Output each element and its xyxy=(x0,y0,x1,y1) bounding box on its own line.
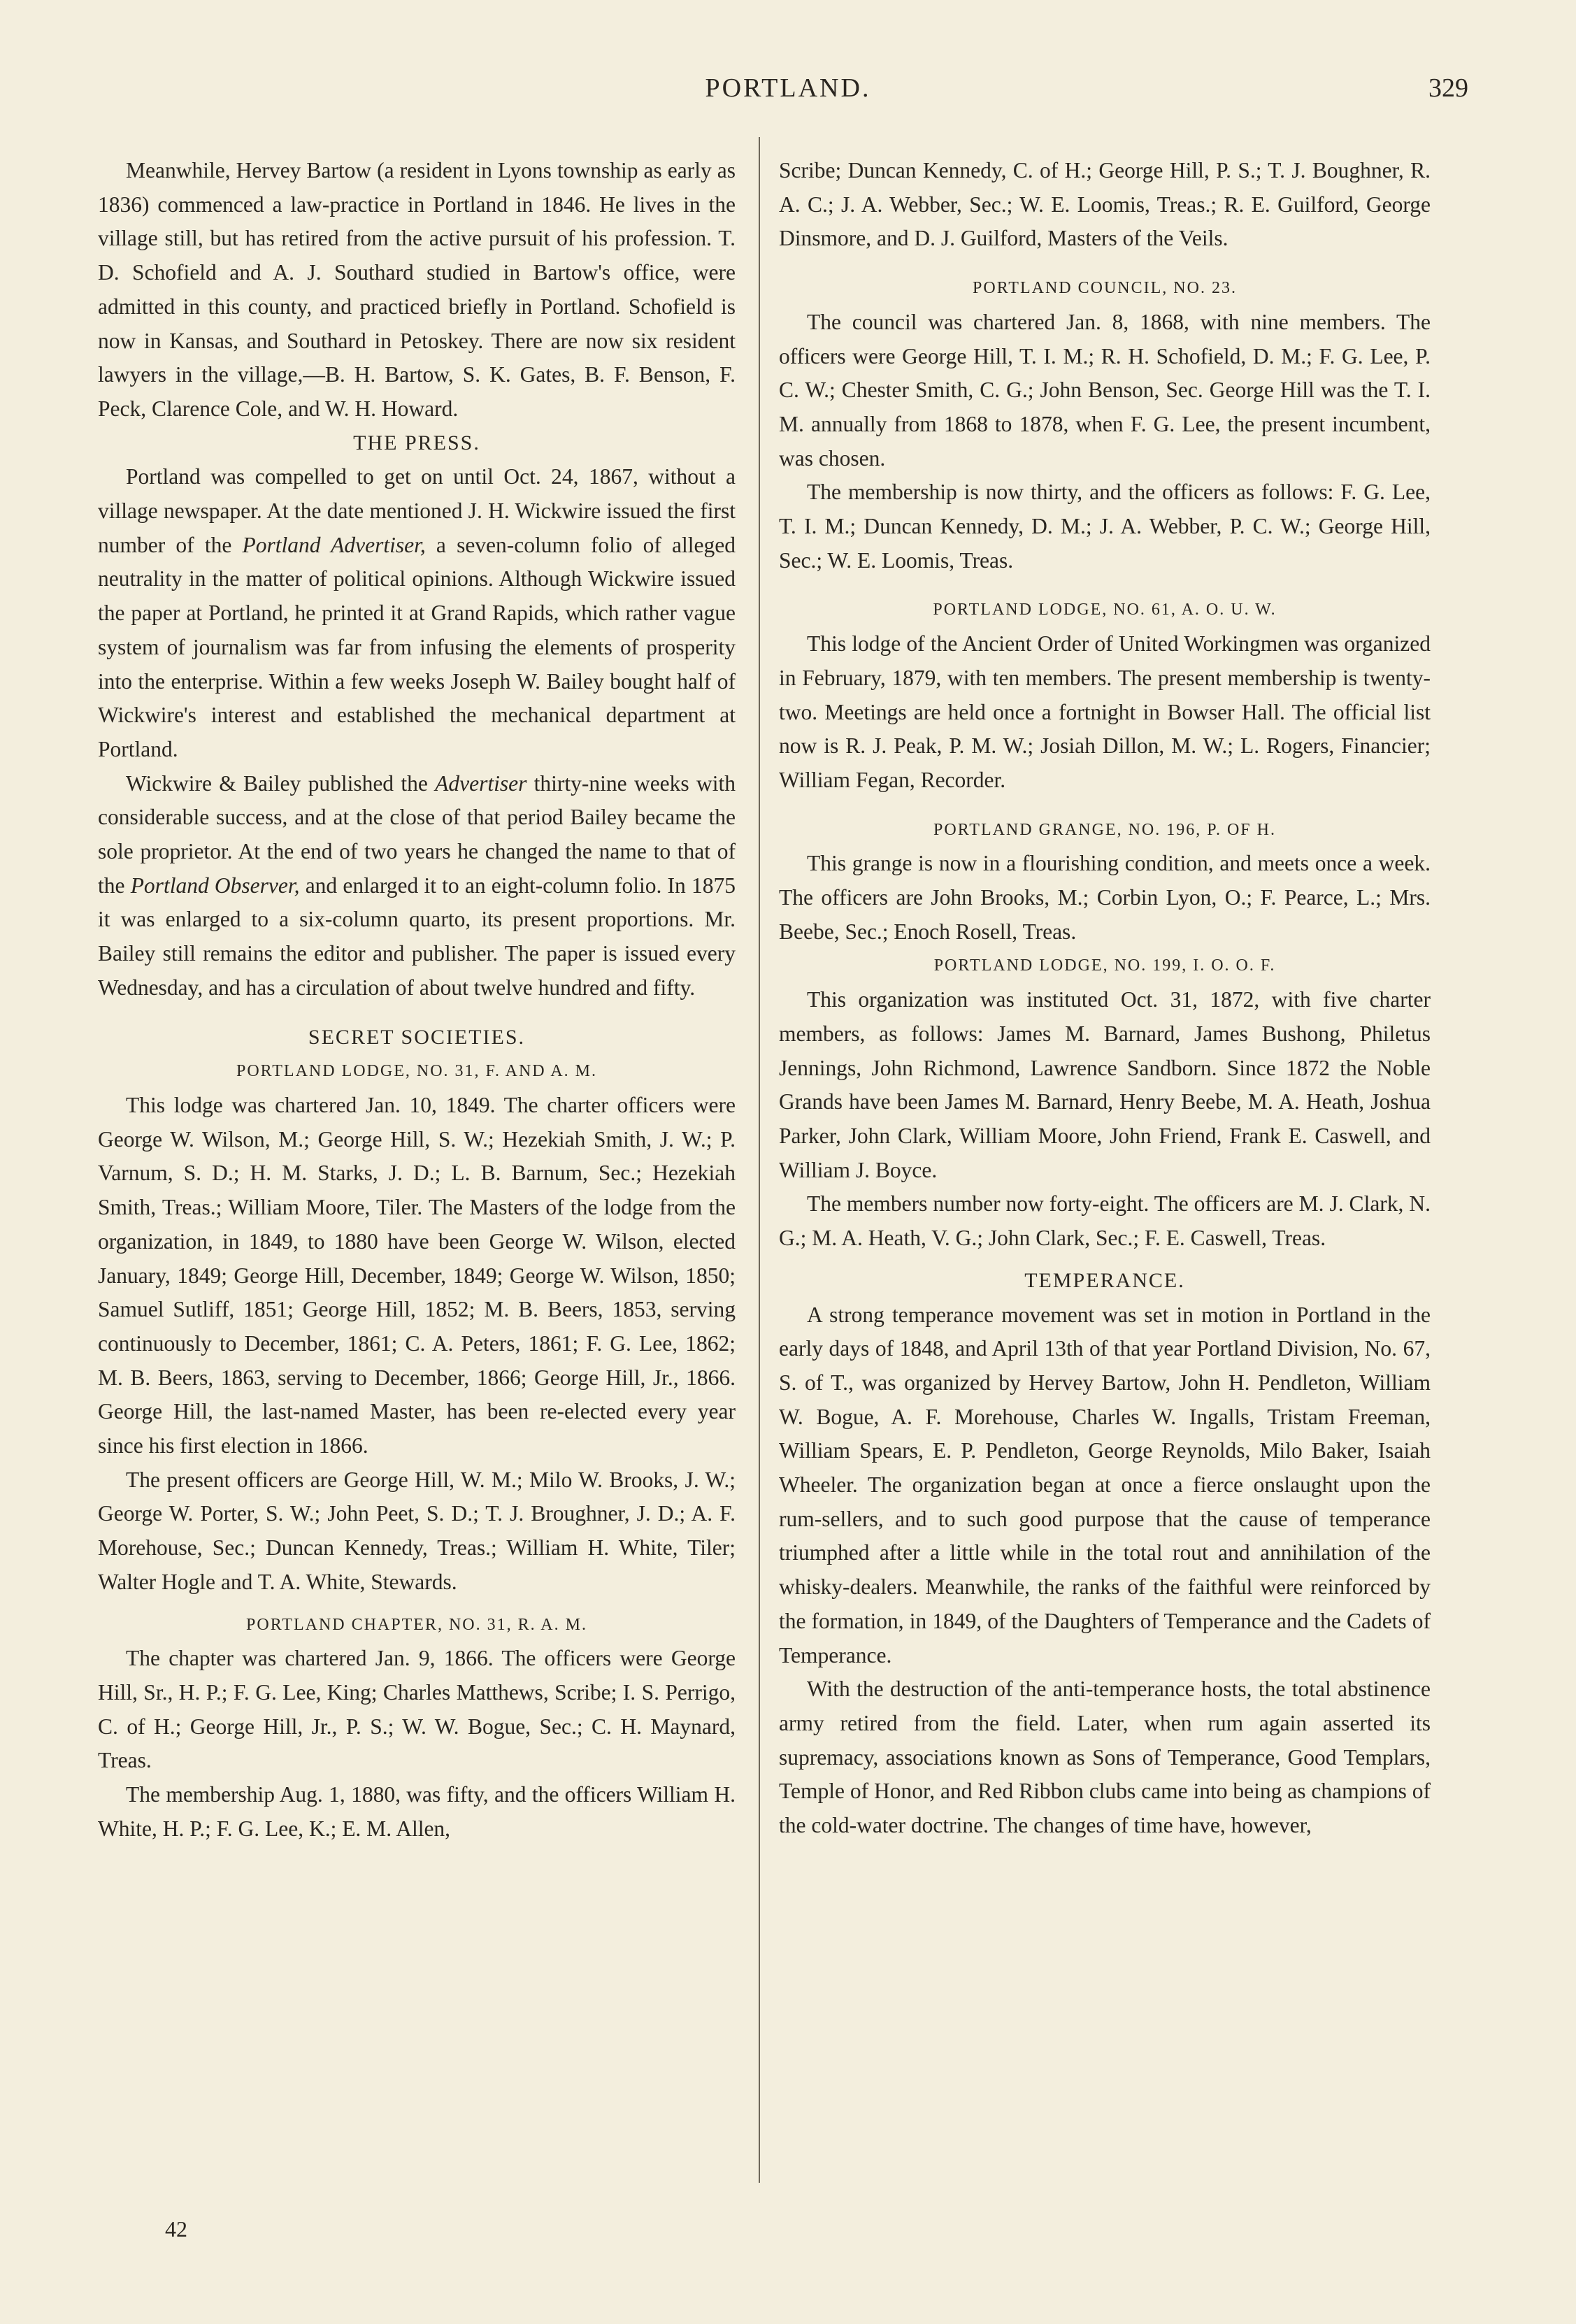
chapter-continued: Scribe; Duncan Kennedy, C. of H.; George Hill, P. S.; T. J. Boughner, R. A. C.; J. A. Webber, Sec.; W. E. Loomis, Treas.; R. E. Guilford, George Dinsmore, and D. J. Guilford, Masters of the Veils. xyxy=(779,158,1431,251)
chapter-31-heading: PORTLAND CHAPTER, NO. 31, R. A. M. xyxy=(246,1615,587,1634)
aouw-paragraph: This lodge of the Ancient Order of United Workingmen was organized in February, 1879, with ten members. The present membership is twenty-two. Meetings are held once a fortnight in Bowser Hall. The official list now is R. J. Peak, P. M. W.; Josiah Dillon, M. W.; L. Rogers, Financier; William Fegan, Recorder. xyxy=(779,631,1431,792)
council-heading: PORTLAND COUNCIL, NO. 23. xyxy=(973,279,1237,298)
aouw-heading: PORTLAND LODGE, NO. 61, A. O. U. W. xyxy=(933,601,1277,619)
press2-text-b: thirty-nine weeks with considerable success, and at the close of that period Bailey became the sole proprietor. At the end of two years he changed the name to that of the xyxy=(98,770,736,898)
left-column xyxy=(98,154,736,1846)
grange-heading: PORTLAND GRANGE, NO. 196, P. OF H. xyxy=(933,820,1276,839)
council-paragraph-2: The membership is now thirty, and the officers as follows: F. G. Lee, T. I. M.; Duncan Kennedy, D. M.; J. A. Webber, P. C. W.; George Hill, Sec.; W. E. Loomis, Treas. xyxy=(779,480,1431,573)
council-paragraph-1: The council was chartered Jan. 8, 1868, with nine members. The officers were George Hill, T. I. M.; R. H. Schofield, D. M.; F. G. Lee, P. C. W.; Chester Smith, C. G.; John Benson, Sec. George Hill was the T. I. M. annually from 1868 to 1878, when F. G. Lee, the present incumbent, was chosen. xyxy=(779,309,1431,471)
press-text-b: a seven-column folio of alleged neutrality in the matter of political opinions. Although Wickwire issued the paper at Portland, he printed it at Grand Rapids, which rather vague system of journalism was far from infusing the elements of prosperity into the enterprise. Within a few weeks Joseph W. Bailey bought half of Wickwire's interest and established the mechanical department at Portland. xyxy=(98,532,736,761)
press-paragraph-1 xyxy=(98,460,736,766)
temperance-paragraph-2: With the destruction of the anti-temperance hosts, the total abstinence army retired from the field. Later, when rum again asserted its supremacy, associations known as Sons of Temperance, Good Templars, Temple of Honor, and Red Ribbon clubs came into being as champions of the cold-water doctrine. The changes of time have, however, xyxy=(779,1677,1431,1838)
grange-paragraph: This grange is now in a flourishing condition, and meets once a week. The officers are John Brooks, M.; Corbin Lyon, O.; F. Pearce, L.; Mrs. Beebe, Sec.; Enoch Rosell, Treas. xyxy=(779,851,1431,944)
running-head: PORTLAND. xyxy=(705,73,871,103)
signature-mark: 42 xyxy=(165,2216,187,2241)
page-header xyxy=(0,73,1576,115)
press-title-advertiser: Portland Advertiser, xyxy=(242,532,426,557)
page-number: 329 xyxy=(1428,73,1468,103)
ioof-paragraph-1: This organization was instituted Oct. 31, 1872, with five charter members, as follows: James M. Barnard, James Bushong, Philetus Jennings, John Richmond, Lawrence Sandborn. Since 1872 the Noble Grands have been James M. Barnard, Henry Beebe, M. A. Heath, Joshua Parker, John Clark, William Moore, John Friend, Frank E. Caswell, and William J. Boyce. xyxy=(779,987,1431,1182)
temperance-heading: TEMPERANCE. xyxy=(1024,1268,1185,1292)
ioof-paragraph-2: The members number now forty-eight. The officers are M. J. Clark, N. G.; M. A. Heath, V. G.; John Clark, Sec.; F. E. Caswell, Treas. xyxy=(779,1191,1431,1251)
chapter-paragraph-2: The membership Aug. 1, 1880, was fifty, and the officers William H. White, H. P.; F. G. Lee, K.; E. M. Allen, xyxy=(98,1782,736,1841)
press-heading: THE PRESS. xyxy=(353,431,480,454)
press2-title-advertiser: Advertiser xyxy=(435,770,527,796)
ioof-heading: PORTLAND LODGE, NO. 199, I. O. O. F. xyxy=(933,956,1276,975)
press2-text-a: Wickwire & Bailey published the xyxy=(126,770,436,796)
temperance-paragraph-1: A strong temperance movement was set in motion in Portland in the early days of 1848, and April 13th of that year Portland Division, No. 67, S. of T., was organized by Hervey Bartow, John H. Pendleton, William W. Bogue, A. F. Morehouse, Charles W. Ingalls, Tristam Freeman, William Spears, E. P. Pendleton, George Reynolds, Milo Baker, Isaiah Wheeler. The organization began at once a fierce onslaught upon the rum-sellers, and to such good purpose that the cause of temperance triumphed after a little while in the total rout and annihilation of the whisky-dealers. Meanwhile, the ranks of the faithful were reinforced by the formation, in 1849, of the Daughters of Temperance and the Cadets of Temperance. xyxy=(779,1302,1431,1667)
press-paragraph-2 xyxy=(98,767,736,1005)
lodge-31-heading: PORTLAND LODGE, NO. 31, F. AND A. M. xyxy=(236,1062,597,1081)
press-text-a: Portland was compelled to get on until Oct. 24, 1867, without a village newspaper. At the date mentioned J. H. Wickwire issued the first number of the xyxy=(98,464,736,557)
press2-text-c: and enlarged it to an eight-column folio. In 1875 it was enlarged to a six-column quarto, its present proportions. Mr. Bailey still remains the editor and publisher. The paper is issued every Wednesday, and has a circulation of about twelve hundred and fifty. xyxy=(98,873,736,1000)
right-column xyxy=(779,154,1431,1843)
secret-societies-heading: SECRET SOCIETIES. xyxy=(308,1025,526,1049)
column-divider xyxy=(759,137,760,2183)
press2-title-observer: Portland Observer, xyxy=(130,873,300,898)
lodge-31-paragraph-1: This lodge was chartered Jan. 10, 1849. The charter officers were George W. Wilson, M.; George Hill, S. W.; Hezekiah Smith, J. W.; P. Varnum, S. D.; H. M. Starks, J. D.; L. B. Barnum, Sec.; Hezekiah Smith, Treas.; William Moore, Tiler. The Masters of the lodge from the organization, in 1849, to 1880 have been George W. Wilson, elected January, 1849; George Hill, December, 1849; George W. Wilson, 1850; Samuel Sutliff, 1851; George Hill, 1852; M. B. Beers, 1853, serving continuously to December, 1861; C. A. Peters, 1861; F. G. Lee, 1862; M. B. Beers, 1863, serving to December, 1866; George Hill, Jr., 1866. George Hill, the last-named Master, has been re-elected every year since his first election in 1866. xyxy=(98,1092,736,1458)
lodge-31-paragraph-2: The present officers are George Hill, W. M.; Milo W. Brooks, J. W.; George W. Porter, S. W.; John Peet, S. D.; T. J. Broughner, J. D.; A. F. Morehouse, Sec.; Duncan Kennedy, Treas.; William H. White, Tiler; Walter Hogle and T. A. White, Stewards. xyxy=(98,1467,736,1594)
chapter-paragraph-1: The chapter was chartered Jan. 9, 1866. The officers were George Hill, Sr., H. P.; F. G. Lee, King; Charles Matthews, Scribe; I. S. Perrigo, C. of H.; George Hill, Jr., P. S.; W. W. Bogue, Sec.; C. H. Maynard, Treas. xyxy=(98,1646,736,1773)
lawyers-paragraph: Meanwhile, Hervey Bartow (a resident in Lyons township as early as 1836) commenced a law-practice in Portland in 1846. He lives in the village still, but has retired from the active pursuit of his profession. T. D. Schofield and A. J. Southard studied in Bartow's office, were admitted in this county, and practiced briefly in Portland. Schofield is now in Kansas, and Southard in Petoskey. There are now six resident lawyers in the village,—B. H. Bartow, S. K. Gates, B. F. Benson, F. Peck, Clarence Cole, and W. H. Howard. xyxy=(98,158,736,421)
